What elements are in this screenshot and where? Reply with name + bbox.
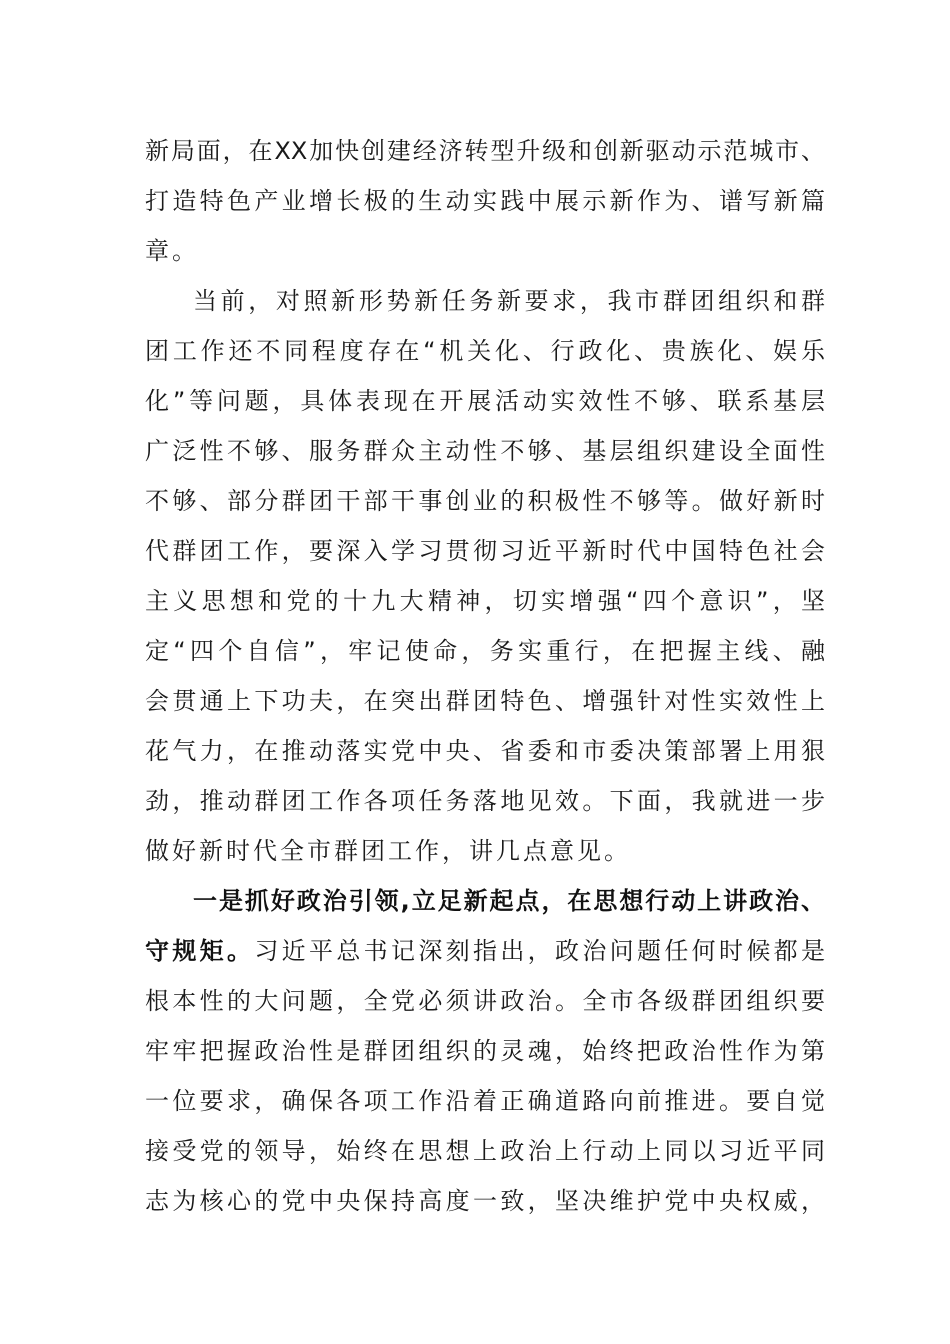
p3-line-6: 接受党的领导，始终在思想上政治上行动上同以习近平同 [145, 1137, 825, 1165]
p2-line-12: 做好新时代全市群团工作，讲几点意见。 [145, 837, 631, 865]
p2-line-8: 定“四个自信”，牢记使命，务实重行，在把握主线、融 [145, 637, 825, 665]
p3-line-4: 牢牢把握政治性是群团组织的灵魂，始终把政治性作为第 [145, 1037, 825, 1065]
p2-line-6: 代群团工作，要深入学习贯彻习近平新时代中国特色社会 [145, 537, 825, 565]
p2-line-1: 当前，对照新形势新任务新要求，我市群团组织和群 [193, 287, 825, 315]
p2-line-4: 广泛性不够、服务群众主动性不够、基层组织建设全面性 [145, 437, 825, 465]
p3-line-3: 根本性的大问题，全党必须讲政治。全市各级群团组织要 [145, 987, 825, 1015]
p2-line-2: 团工作还不同程度存在“机关化、行政化、贵族化、娱乐 [145, 337, 825, 365]
p2-line-10: 花气力，在推动落实党中央、省委和市委决策部署上用狠 [145, 737, 825, 765]
p2-line-7: 主义思想和党的十九大精神，切实增强“四个意识”，坚 [145, 587, 825, 615]
p2-line-5: 不够、部分群团干部干事创业的积极性不够等。做好新时 [145, 487, 825, 515]
p3-line-7: 志为核心的党中央保持高度一致，坚决维护党中央权威， [145, 1187, 825, 1215]
p3-line-2-rest: 习近平总书记深刻指出，政治问题任何时候都是 [254, 937, 826, 965]
p1-line-1: 新局面，在XX加快创建经济转型升级和创新驱动示范城市、 [145, 137, 825, 165]
p2-line-3: 化”等问题，具体表现在开展活动实效性不够、联系基层 [145, 387, 825, 415]
p1-line-2: 打造特色产业增长极的生动实践中展示新作为、谱写新篇 [145, 187, 825, 215]
p3-heading-end: 守规矩。 [145, 937, 255, 965]
p3-line-5: 一位要求，确保各项工作沿着正确道路向前推进。要自觉 [145, 1087, 825, 1115]
p2-line-9: 会贯通上下功夫，在突出群团特色、增强针对性实效性上 [145, 687, 825, 715]
p3-line-2 [145, 926, 825, 976]
p2-line-11: 劲，推动群团工作各项任务落地见效。下面，我就进一步 [145, 787, 825, 815]
p1-line-3: 章。 [145, 237, 199, 265]
p3-heading-line: 一是抓好政治引领,立足新起点，在思想行动上讲政治、 [193, 887, 825, 915]
document-body [145, 126, 825, 1226]
